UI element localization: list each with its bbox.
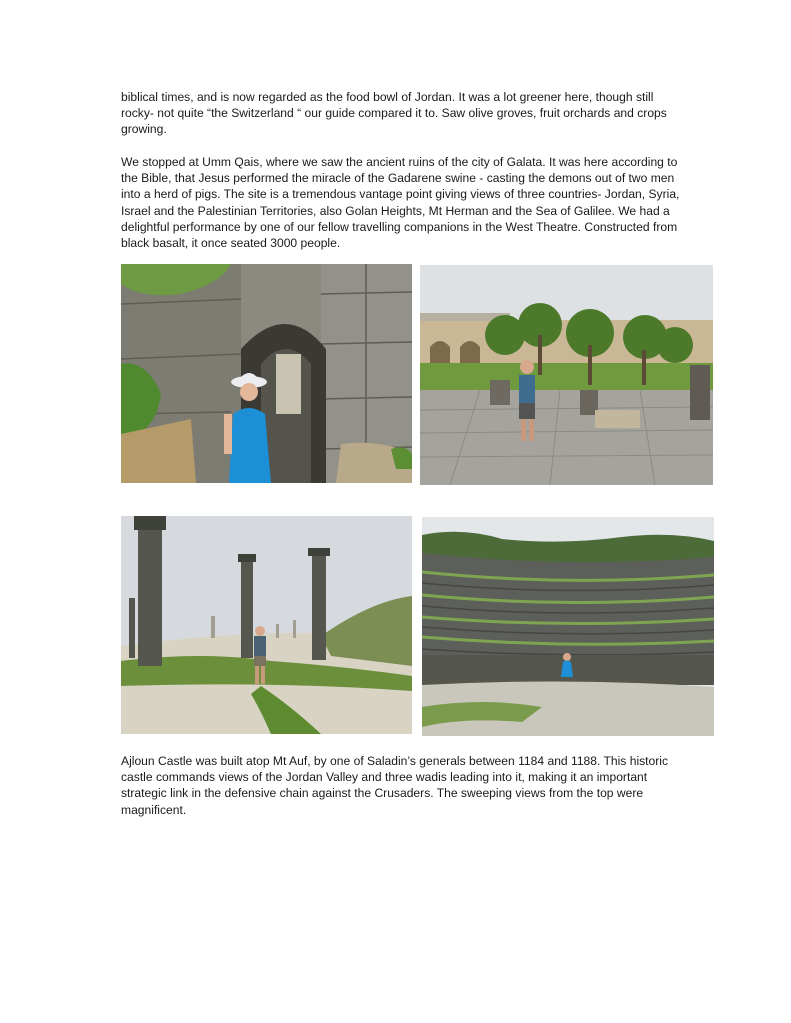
paragraph-ajloun-castle: Ajloun Castle was built atop Mt Auf, by one of Saladin’s generals between 1184 and 1188. This historic castle commands views of the Jordan Valley and three wadis leading into it, making it an important strategic link in the defensive chain against the Crusaders. The sweeping views from the top were magnificent.: [121, 754, 669, 817]
photo-man-basalt-columns: [121, 516, 412, 734]
photo-man-courtyard: [420, 265, 713, 485]
photo-west-theatre: [422, 517, 714, 736]
paragraph-umm-qais: We stopped at Umm Qais, where we saw the ancient ruins of the city of Galata. It was here according to the Bible, that Jesus performed the miracle of the Gadarene swine - casting the demons out of two men into a herd of pigs. The site is a tremendous vantage point giving views of three countries- Jordan, Syria, Israel and the Palestinian Territories, also Golan Heights, Mt Herman and the Sea of Galilee. We had a delightful performance by one of our fellow travelling companions in the West Theatre. Constructed from black basalt, it once seated 3000 people.: [121, 155, 680, 251]
photo-woman-stone-arch: [121, 264, 412, 483]
paragraph-intro: biblical times, and is now regarded as the food bowl of Jordan. It was a lot greener here, though still rocky- not quite “the Switzerland “ our guide compared it to. Saw olive groves, fruit orchards and crops growing.: [121, 90, 667, 137]
